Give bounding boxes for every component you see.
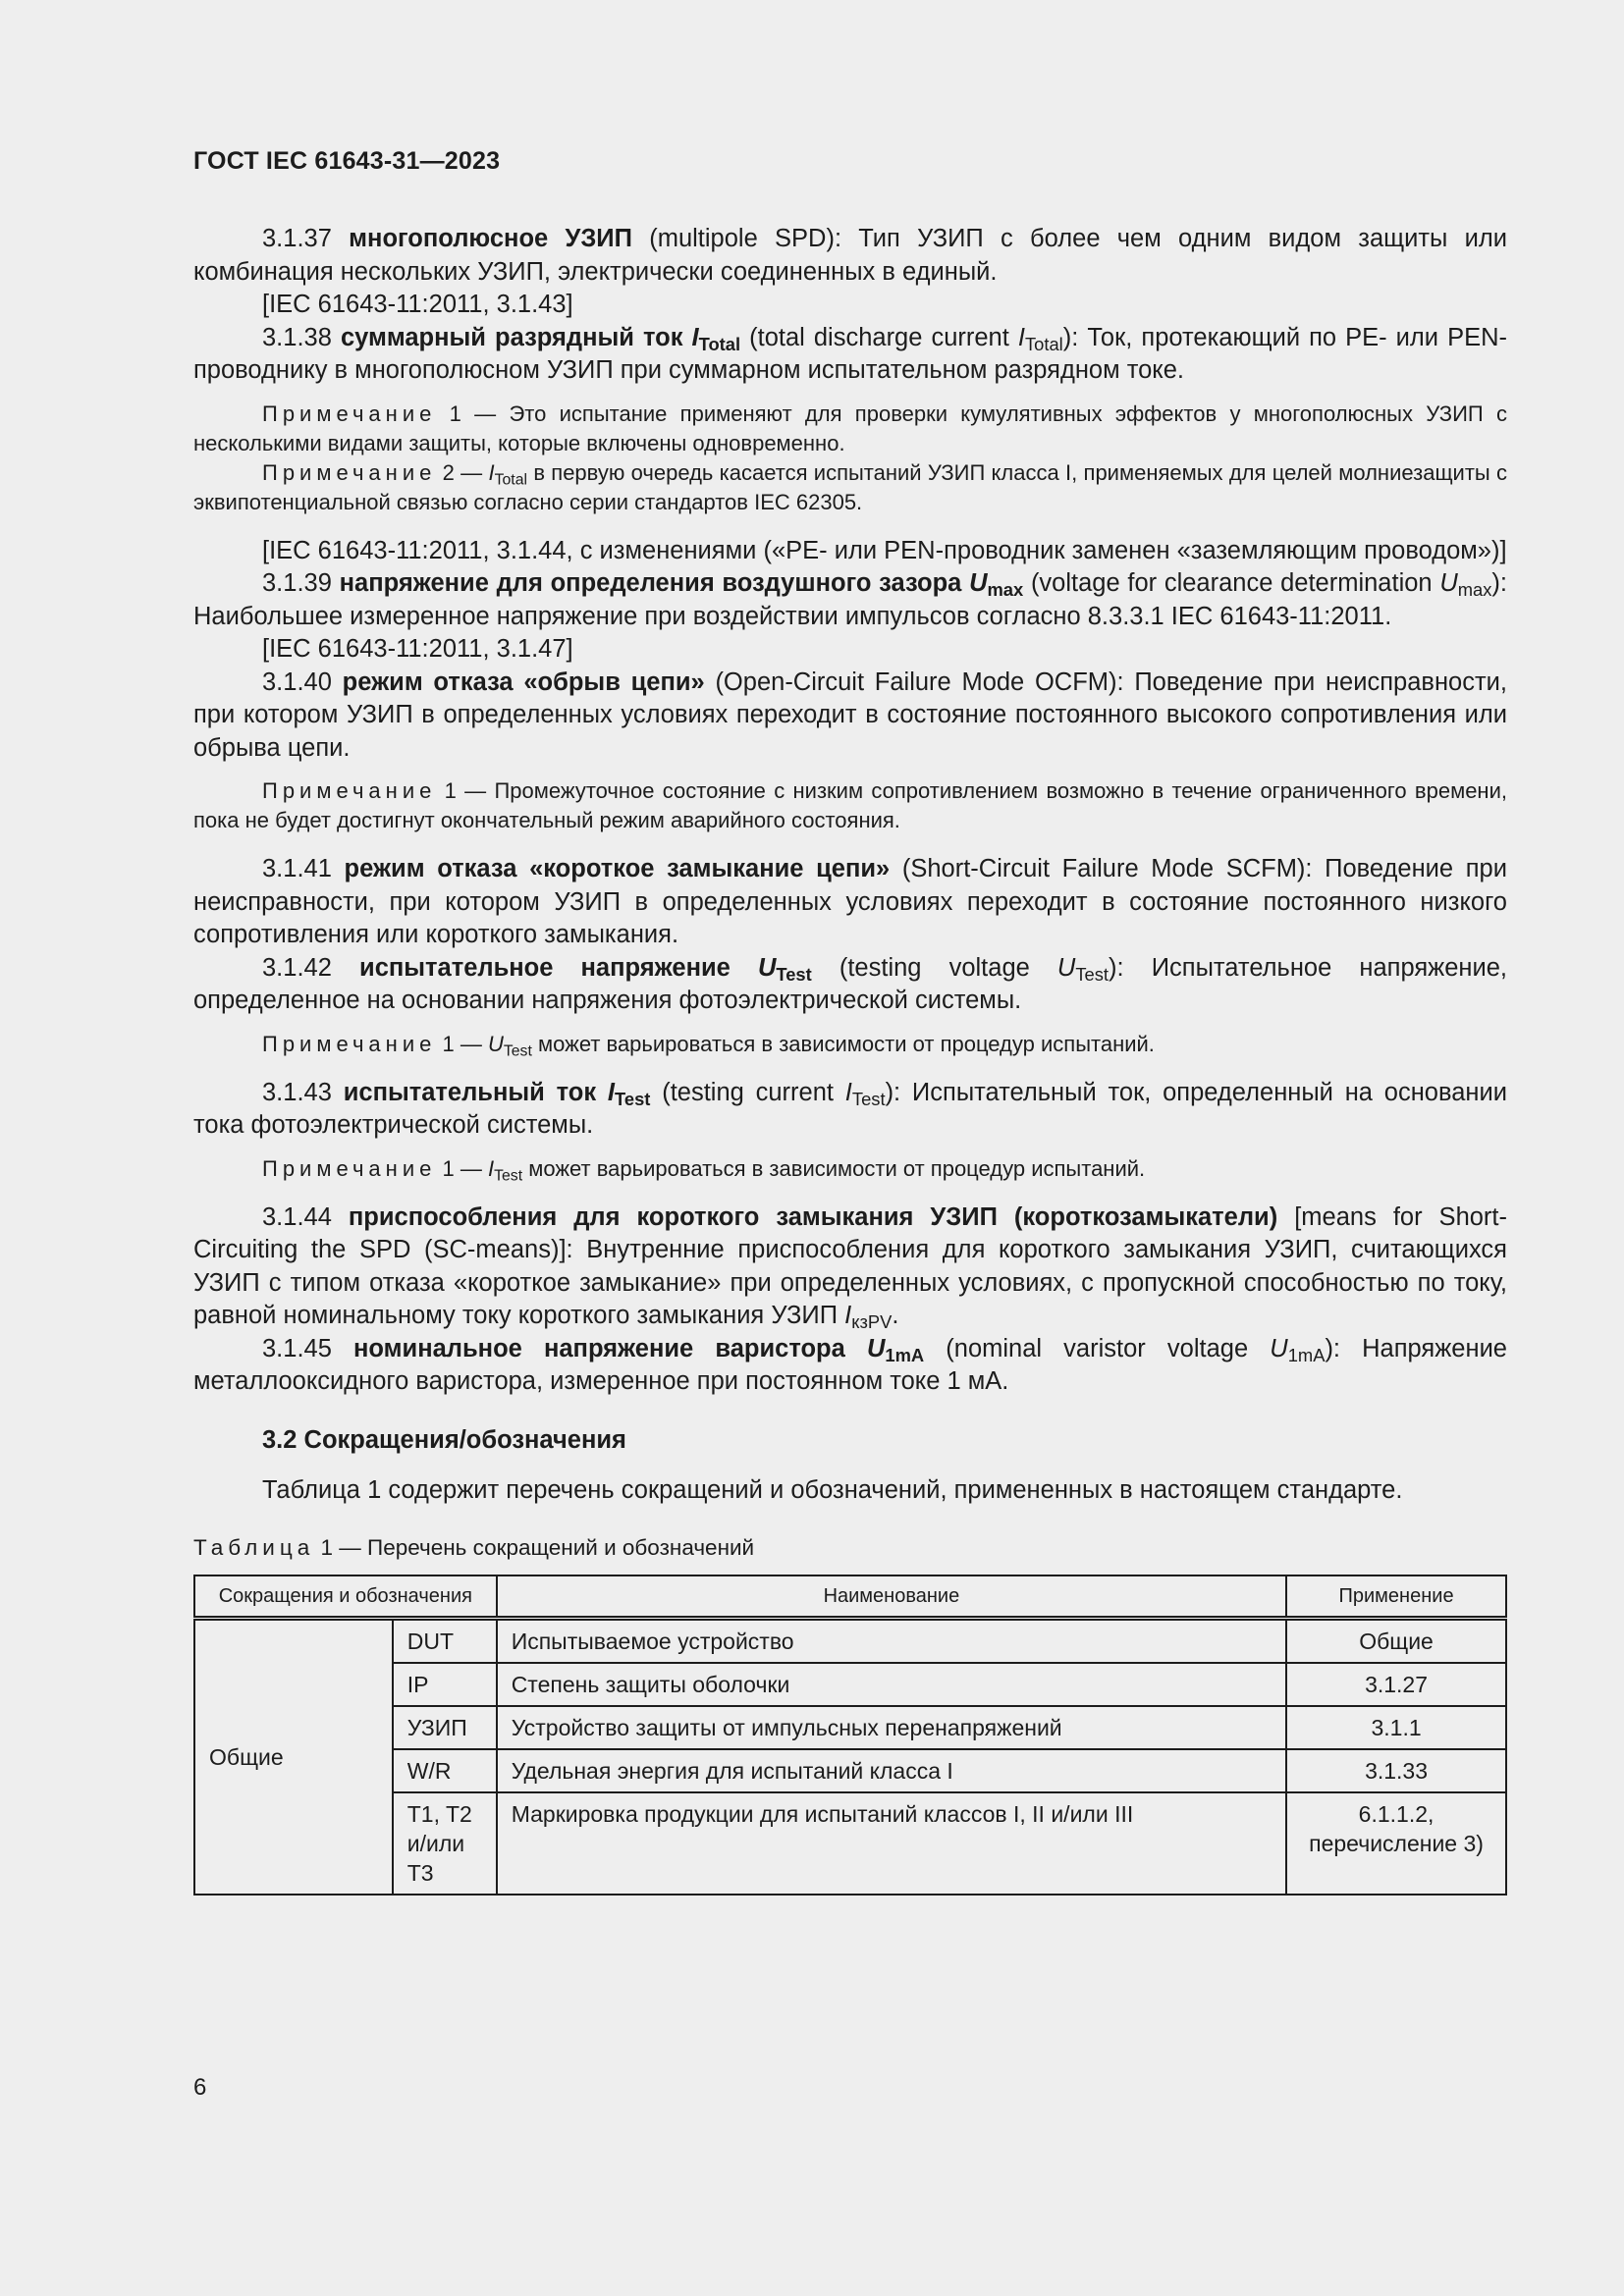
term-3-1-42: 3.1.42 испытательное напряжение $U_{Test}$ (testing voltage $U_{Test}$): Испытательное напряжение, определенное на основании напряжения фотоэлектрической системы.	[193, 953, 1507, 1014]
term-3-1-45: 3.1.45 номинальное напряжение варистора $U_{1mA}$ (nominal varistor voltage $U_{1mA}$): Напряжение металлооксидного варистора, измеренное при постоянном токе 1 мА.	[193, 1334, 1507, 1395]
abbr-cell: DUT	[393, 1618, 497, 1663]
term-number: 3.1.39	[262, 569, 332, 597]
note: Примечание 1 — $I_{Test}$ может варьироваться в зависимости от процедур испытаний.	[262, 1155, 1146, 1184]
term-symbol: U	[969, 569, 988, 597]
name-cell: Маркировка продукции для испытаний классов I, II и/или III	[497, 1792, 1286, 1895]
term-definition: (multipole SPD): Тип УЗИП с более чем одним видом защиты или комбинация нескольких УЗИП, электрически соединенных в единый.	[193, 225, 1508, 286]
term-symbol: U	[866, 1334, 886, 1362]
table-header-row	[194, 1575, 1506, 1619]
term-3-1-41: 3.1.41 режим отказа «короткое замыкание цепи» (Short-Circuit Failure Mode SCFM): Поведение при неисправности, при котором УЗИП в определенных условиях переходит в состояние постоянного низкого сопротивления или короткого замыкания.	[193, 855, 1507, 948]
note-label: Примечание	[262, 1155, 437, 1181]
name-cell: Испытываемое устройство	[497, 1618, 1286, 1663]
term-name: режим отказа «короткое замыкание цепи»	[344, 855, 891, 882]
note: Примечание 1 — $U_{Test}$ может варьироваться в зависимости от процедур испытаний.	[262, 1031, 1155, 1059]
term-name: номинальное напряжение варистора $U_{1mA}$	[353, 1334, 925, 1365]
term-number: 3.1.42	[262, 953, 332, 982]
name-cell: Удельная энергия для испытаний класса I	[497, 1749, 1286, 1792]
note-label: Примечание	[262, 778, 437, 803]
abbr-cell: УЗИП	[393, 1706, 497, 1749]
note-label: Примечание	[262, 459, 437, 485]
usage-cell: 3.1.1	[1286, 1706, 1506, 1749]
term-number: 3.1.43	[262, 1078, 332, 1106]
section-title: 3.2 Сокращения/обозначения	[262, 1425, 626, 1454]
usage-cell: 6.1.1.2, перечисление 3)	[1286, 1792, 1506, 1895]
note: Примечание 1 — Это испытание применяют для проверки кумулятивных эффектов у многополюсных УЗИП с несколькими видами защиты, которые включены одновременно.	[193, 400, 1507, 455]
term-3-1-37	[193, 223, 1507, 289]
header-usage: Применение	[1286, 1575, 1506, 1619]
term-3-1-38: 3.1.38 суммарный разрядный ток $I_{Total}$ (total discharge current $I_{Total}$): Ток, протекающий по PE- или PEN-проводнику в многополюсном УЗИП при суммарном испытательном разрядном токе.	[193, 323, 1507, 384]
abbr-cell: IP	[393, 1663, 497, 1706]
term-3-1-40: 3.1.40 режим отказа «обрыв цепи» (Open-Circuit Failure Mode OCFM): Поведение при неисправности, при котором УЗИП в определенных условиях переходит в состояние постоянного высокого сопротивления или обрыва цепи.	[193, 667, 1507, 762]
abbreviations-table	[193, 1575, 1507, 1896]
term-number: 3.1.40	[262, 667, 332, 696]
abbr-cell: T1, T2 и/или T3	[393, 1792, 497, 1895]
term-reference: [IEC 61643-11:2011, 3.1.44, с изменениями («PE- или PEN-проводник заменен «заземляющим проводом»)]	[262, 536, 1507, 564]
term-3-1-44: 3.1.44 приспособления для короткого замыкания УЗИП (короткозамыкатели) [means for Short-Circuiting the SPD (SC-means)]: Внутренние приспособления для короткого замыкания УЗИП, считающихся УЗИП с типом отказа «короткое замыкание» при определенных условиях, с пропускной способностью по току, равной номинальному току короткого замыкания УЗИП $I_{кзPV}$.	[193, 1202, 1508, 1333]
table-row	[194, 1618, 1506, 1663]
note-label: Примечание	[262, 400, 437, 426]
note-label: Примечание	[262, 1031, 437, 1056]
header-abbreviations: Сокращения и обозначения	[194, 1575, 497, 1619]
term-symbol: I	[607, 1078, 616, 1106]
term-name: суммарный разрядный ток $I_{Total}$	[340, 323, 741, 354]
usage-cell: 3.1.27	[1286, 1663, 1506, 1706]
term-reference: [IEC 61643-11:2011, 3.1.43]	[262, 291, 573, 318]
page-content	[193, 223, 1507, 1896]
term-name: режим отказа «обрыв цепи»	[342, 667, 705, 696]
note: Примечание 1 — Промежуточное состояние с низким сопротивлением возможно в течение ограниченного времени, пока не будет достигнут окончательный режим аварийного состояния.	[193, 778, 1507, 832]
term-name: испытательный ток $I_{Test}$	[343, 1078, 651, 1109]
standard-header: ГОСТ IEC 61643-31—2023	[193, 147, 501, 175]
term-3-1-39: 3.1.39 напряжение для определения воздушного зазора $U_{max}$ (voltage for clearance determination $U_{max}$): Наибольшее измеренное напряжение при воздействии импульсов согласно 8.3.3.1 IEC 61643-11:2011.	[193, 569, 1507, 630]
term-3-1-43: 3.1.43 испытательный ток $I_{Test}$ (testing current $I_{Test}$): Испытательный ток, определенный на основании тока фотоэлектрической системы.	[193, 1078, 1507, 1139]
name-cell: Степень защиты оболочки	[497, 1663, 1286, 1706]
term-name: многополюсное УЗИП	[349, 225, 632, 252]
name-cell: Устройство защиты от импульсных перенапряжений	[497, 1706, 1286, 1749]
term-number: 3.1.38	[262, 323, 332, 351]
term-number: 3.1.41	[262, 855, 332, 882]
term-name: испытательное напряжение $U_{Test}$	[359, 953, 812, 985]
term-number: 3.1.44	[262, 1202, 332, 1231]
term-symbol: U	[757, 953, 777, 982]
usage-cell: Общие	[1286, 1618, 1506, 1663]
abbr-cell: W/R	[393, 1749, 497, 1792]
page-number: 6	[193, 2074, 207, 2101]
note: Примечание 2 — $I_{Total}$ в первую очередь касается испытаний УЗИП класса I, применяемых для целей молниезащиты с эквипотенциальной связью согласно серии стандартов IEC 62305.	[193, 459, 1507, 514]
group-cell: Общие	[194, 1618, 393, 1895]
section-intro: Таблица 1 содержит перечень сокращений и обозначений, примененных в настоящем стандарте.	[262, 1476, 1403, 1504]
term-symbol: I	[691, 323, 699, 351]
term-name: напряжение для определения воздушного зазора $U_{max}$	[339, 569, 1024, 601]
table-caption: Таблица 1 — Перечень сокращений и обозначений	[193, 1534, 755, 1560]
term-name: приспособления для короткого замыкания УЗИП (короткозамыкатели)	[348, 1202, 1278, 1231]
header-name: Наименование	[497, 1575, 1286, 1619]
term-reference: [IEC 61643-11:2011, 3.1.47]	[262, 635, 573, 663]
term-number: 3.1.37	[262, 225, 332, 252]
usage-cell: 3.1.33	[1286, 1749, 1506, 1792]
term-number: 3.1.45	[262, 1334, 332, 1362]
term-symbol-subscript: Total	[698, 333, 741, 354]
